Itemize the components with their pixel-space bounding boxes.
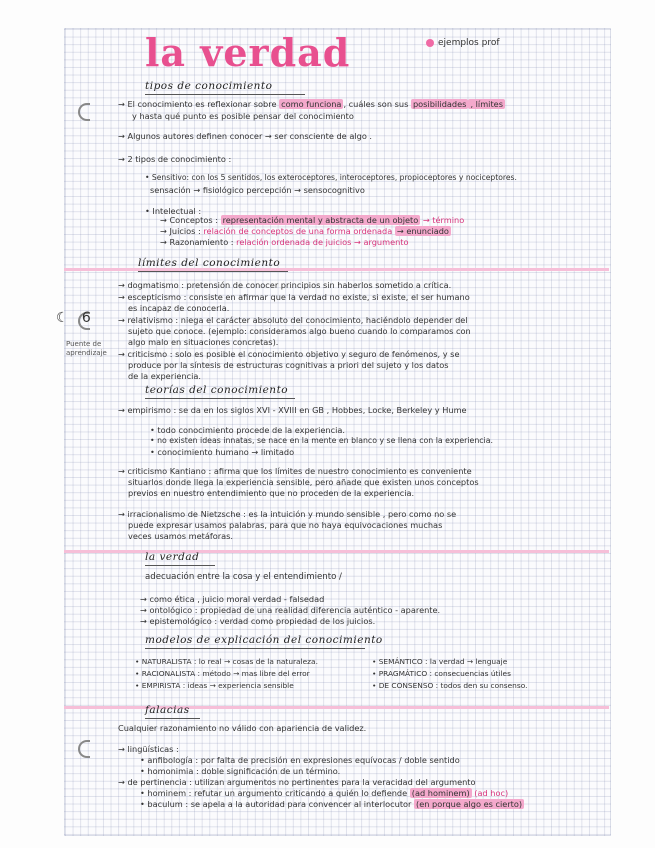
section-heading-modelos: modelos de explicación del conocimiento: [145, 634, 383, 646]
section-heading-tipos: tipos de conocimiento: [145, 80, 272, 92]
binder-hole-icon: [78, 103, 90, 121]
text-line: situarlos donde llega la experiencia sensible, pero añade que existen unos conceptos: [128, 477, 479, 487]
text-line: • todo conocimiento procede de la experiencia.: [150, 425, 345, 435]
moon-icon: ☾ 6: [56, 310, 91, 326]
text-line: algo malo en situaciones concretas).: [128, 337, 279, 347]
modelo-item: • NATURALISTA : lo real → cosas de la naturaleza.: [135, 657, 318, 666]
text-line: → como ética , juicio moral verdad - falsedad: [140, 594, 325, 604]
text-line: • anfibología : por falta de precisión en expresiones equívocas / doble sentido: [140, 755, 460, 765]
pink-dot-icon: [426, 39, 434, 47]
modelo-item: • SEMÁNTICO : la verdad → lenguaje: [372, 657, 508, 666]
section-heading-teorias: teorías del conocimiento: [145, 384, 288, 396]
text-line: • conocimiento humano → limitado: [150, 447, 295, 457]
text-line: • baculum : se apela a la autoridad para convencer al interlocutor (en porque algo es cierto): [140, 799, 523, 809]
section-heading-verdad: la verdad: [145, 551, 199, 563]
text-line: → Razonamiento : relación ordenada de juicios → argumento: [160, 237, 409, 247]
text-line: es incapaz de conocerla.: [128, 303, 230, 313]
modelo-item: • RACIONALISTA : método → mas libre del error: [135, 669, 310, 678]
page-title: la verdad: [145, 30, 351, 75]
text-line: sujeto que conoce. (ejemplo: consideramos algo bueno cuando lo comparamos con: [128, 326, 471, 336]
modelo-item: • EMPIRISTA : ideas → experiencia sensible: [135, 681, 294, 690]
text-line: → criticismo : solo es posible el conocimiento objetivo y seguro de fenómenos, y se: [118, 349, 460, 359]
text-line: → dogmatismo : pretensión de conocer principios sin haberlos sometido a crítica.: [118, 280, 452, 290]
text-line: Cualquier razonamiento no válido con apariencia de validez.: [118, 723, 367, 733]
text-line: → empirismo : se da en los siglos XVI - XVIII en GB , Hobbes, Locke, Berkeley y Hume: [118, 405, 467, 415]
legend: [426, 38, 500, 48]
text-line: → lingüísticas :: [118, 744, 179, 754]
text-line: produce por la síntesis de estructuras cognitivas a priori del sujeto y los datos: [128, 360, 449, 370]
text-line: → Juicios : relación de conceptos de una forma ordenada → enunciado: [160, 226, 449, 236]
text-line: → de pertinencia : utilizan argumentos no pertinentes para la veracidad del argumento: [118, 777, 476, 787]
binder-hole-icon: [78, 740, 90, 758]
text-line: previos en nuestro entendimiento que no proceden de la experiencia.: [128, 488, 415, 498]
text-line: → Conceptos : representación mental y abstracta de un objeto → término: [160, 215, 465, 225]
section-heading-limites: límites del conocimiento: [138, 257, 280, 269]
text-line: → criticismo Kantiano : afirma que los límites de nuestro conocimiento es conveniente: [118, 466, 472, 476]
text-line: • Sensitivo: con los 5 sentidos, los exteroceptores, interoceptores, propioceptores y nociceptores.: [145, 173, 517, 182]
text-line: → epistemológico : verdad como propiedad de los juicios.: [140, 616, 376, 626]
modelo-item: • DE CONSENSO : todos den su consenso.: [372, 681, 528, 690]
text-line: • no existen ideas innatas, se nace en la mente en blanco y se llena con la experiencia.: [150, 436, 493, 445]
text-line: → El conocimiento es reflexionar sobre como funciona , cuáles son sus posibilidades , límites: [118, 99, 503, 109]
margin-note: ☾ 6 Puente de aprendizaje: [56, 310, 107, 357]
text-line: veces usamos metáforas.: [128, 531, 233, 541]
legend-label: ejemplos prof: [438, 38, 500, 48]
text-line: • Intelectual :: [145, 206, 202, 216]
text-line: puede expresar usamos palabras, para que no haya equivocaciones muchas: [128, 520, 443, 530]
section-heading-falacias: falacias: [145, 704, 190, 716]
text-line: → ontológico : propiedad de una realidad diferencia auténtico - aparente.: [140, 605, 441, 615]
text-line: → irracionalismo de Nietzsche : es la intuición y mundo sensible , pero como no se: [118, 509, 457, 519]
text-line: adecuación entre la cosa y el entendimiento /: [145, 572, 342, 582]
text-line: • homonimia : doble significación de un término.: [140, 766, 341, 776]
text-line: → escepticismo : consiste en afirmar que la verdad no existe, si existe, el ser humano: [118, 292, 470, 302]
text-line: y hasta qué punto es posible pensar del conocimiento: [132, 111, 354, 121]
text-line: • hominem : refutar un argumento criticando a quién lo defiende (ad hominem) (ad hoc): [140, 788, 509, 798]
text-line: → 2 tipos de conocimiento :: [118, 154, 232, 164]
text-line: sensación → fisiológico percepción → sensocognitivo: [150, 185, 365, 195]
text-line: de la experiencia.: [128, 371, 201, 381]
text-line: → relativismo : niega el carácter absoluto del conocimiento, haciéndolo depender del: [118, 315, 468, 325]
text-line: → Algunos autores definen conocer → ser consciente de algo .: [118, 131, 373, 141]
modelo-item: • PRAGMÁTICO : consecuencias útiles: [372, 669, 511, 678]
